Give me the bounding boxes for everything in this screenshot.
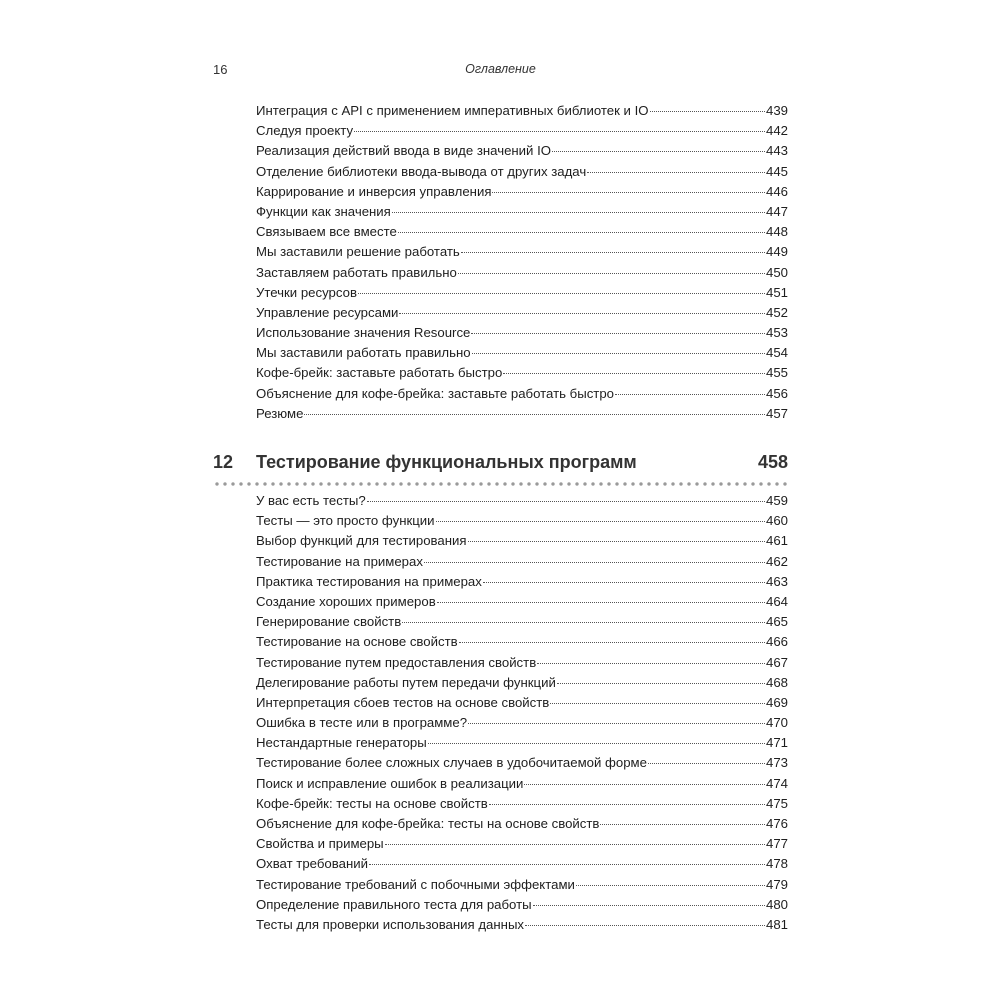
dot-leader	[533, 904, 765, 906]
toc-entry-title: Каррирование и инверсия управления	[256, 183, 492, 199]
toc-entry-page-number: 460	[765, 513, 788, 529]
dot-leader	[369, 863, 765, 865]
toc-entry	[256, 323, 788, 343]
dot-leader	[503, 372, 765, 374]
toc-entry	[256, 162, 788, 182]
toc-entry-title: Тестирование на основе свойств	[256, 634, 458, 650]
toc-entry-page-number: 450	[765, 264, 788, 280]
toc-entry	[256, 915, 788, 935]
dot-leader	[648, 762, 765, 764]
toc-entry	[256, 794, 788, 814]
toc-entry-title: Поиск и исправление ошибок в реализации	[256, 775, 524, 791]
toc-entry-title: Нестандартные генераторы	[256, 735, 427, 751]
toc-entry	[256, 733, 788, 753]
dot-leader	[576, 884, 765, 886]
toc-entry-title: Тестирование на примерах	[256, 553, 423, 569]
toc-entry-page-number: 457	[765, 405, 788, 421]
dot-leader	[492, 191, 765, 193]
dot-leader	[471, 332, 765, 334]
toc-entry	[256, 552, 788, 572]
dot-leader	[436, 520, 765, 522]
toc-entry-title: Мы заставили решение работать	[256, 244, 460, 260]
toc-entry-page-number: 454	[765, 345, 788, 361]
toc-entry-page-number: 479	[765, 876, 788, 892]
toc-entry	[256, 814, 788, 834]
toc-entry	[256, 572, 788, 592]
toc-entry-page-number: 443	[765, 143, 788, 159]
dot-leader	[459, 641, 765, 643]
toc-entry-page-number: 468	[765, 674, 788, 690]
dot-leader	[615, 393, 765, 395]
dot-leader	[428, 742, 765, 744]
toc-entry-page-number: 475	[765, 795, 788, 811]
dot-leader	[399, 312, 765, 314]
toc-entry-page-number: 447	[765, 203, 788, 219]
toc-entry-page-number: 473	[765, 755, 788, 771]
dot-leader	[461, 251, 765, 253]
page-number: 16	[213, 62, 228, 77]
dot-leader	[472, 352, 765, 354]
dot-leader	[600, 823, 765, 825]
toc-entry-page-number: 477	[765, 836, 788, 852]
toc-entry	[256, 854, 788, 874]
toc-entry	[256, 404, 788, 424]
toc-entry	[256, 491, 788, 511]
toc-entry-title: Связываем все вместе	[256, 224, 397, 240]
toc-entry-title: Тестирование путем предоставления свойств	[256, 654, 537, 670]
dot-leader	[437, 601, 765, 603]
toc-entry-title: Резюме	[256, 405, 304, 421]
toc-entry-title: Охват требований	[256, 856, 368, 872]
dot-leader	[392, 211, 765, 213]
dot-leader	[587, 171, 765, 173]
toc-entry-title: Тесты для проверки использования данных	[256, 916, 525, 932]
toc-entry-title: Ошибка в тесте или в программе?	[256, 715, 468, 731]
dot-leader	[458, 272, 765, 274]
dot-leader	[550, 702, 765, 704]
toc-entry-page-number: 449	[765, 244, 788, 260]
toc-entry-title: Интерпретация сбоев тестов на основе свойств	[256, 694, 550, 710]
toc-entry	[256, 653, 788, 673]
toc-entry-title: Функции как значения	[256, 203, 391, 219]
toc-entry-title: Делегирование работы путем передачи функций	[256, 674, 556, 690]
toc-entry	[256, 531, 788, 551]
toc-section-list	[256, 101, 788, 424]
toc-entry-page-number: 469	[765, 694, 788, 710]
running-head	[213, 62, 788, 80]
toc-entry-page-number: 476	[765, 816, 788, 831]
toc-entry	[256, 753, 788, 773]
toc-entry	[256, 713, 788, 733]
dot-leader	[483, 581, 765, 583]
toc-entry-title: Тесты — это просто функции	[256, 513, 435, 529]
chapter-number: 12	[213, 452, 234, 472]
dot-leader	[650, 110, 765, 112]
toc-entry-page-number: 463	[765, 573, 788, 589]
toc-entry-page-number: 465	[765, 614, 788, 630]
toc-entry	[256, 242, 788, 262]
toc-entry	[256, 774, 788, 794]
toc-entry-title: Тестирование требований с побочными эффектами	[256, 876, 575, 892]
toc-entry-title: Следуя проекту	[256, 123, 354, 139]
dot-leader	[304, 413, 765, 415]
toc-entry-title: Кофе-брейк: тесты на основе свойств	[256, 795, 488, 811]
toc-entry	[256, 592, 788, 612]
toc-entry-page-number: 474	[765, 775, 788, 791]
toc-entry-page-number: 461	[765, 533, 788, 549]
toc-entry	[256, 202, 788, 222]
toc-entry-title: Утечки ресурсов	[256, 284, 357, 300]
toc-entry-title: Отделение библиотеки ввода-вывода от других задач	[256, 163, 587, 179]
toc-entry-page-number: 481	[765, 916, 788, 932]
dot-leader	[398, 231, 765, 233]
dot-leader	[358, 292, 765, 294]
toc-entry-page-number: 446	[765, 183, 788, 199]
toc-entry	[256, 673, 788, 693]
toc-entry-page-number: 439	[765, 103, 788, 118]
toc-entry	[256, 343, 788, 363]
toc-entry	[256, 875, 788, 895]
dot-leader	[525, 924, 765, 926]
toc-entry	[256, 612, 788, 632]
running-title: Оглавление	[465, 62, 536, 76]
toc-entry	[256, 632, 788, 652]
dot-leader	[402, 621, 765, 623]
dot-leader	[424, 561, 765, 563]
toc-entry	[256, 303, 788, 323]
toc-entry-page-number: 445	[765, 163, 788, 179]
toc-entry-title: У вас есть тесты?	[256, 493, 366, 508]
dot-leader	[557, 682, 765, 684]
toc-entry	[256, 182, 788, 202]
toc-entry	[256, 693, 788, 713]
toc-entry	[256, 101, 788, 121]
toc-entry-page-number: 455	[765, 365, 788, 381]
toc-entry-title: Мы заставили работать правильно	[256, 345, 471, 361]
toc-entry	[256, 263, 788, 283]
toc-entry-page-number: 480	[765, 896, 788, 912]
dot-leader	[537, 662, 765, 664]
toc-entry-page-number: 456	[765, 385, 788, 401]
toc-entry-title: Объяснение для кофе-брейка: заставьте работать быстро	[256, 385, 614, 401]
toc-entry	[256, 384, 788, 404]
toc-entry-page-number: 442	[765, 123, 788, 139]
toc-entry-title: Генерирование свойств	[256, 614, 402, 630]
toc-entry	[256, 895, 788, 915]
toc-entry	[256, 141, 788, 161]
toc-entry	[256, 222, 788, 242]
dot-leader	[468, 540, 765, 542]
dot-leader	[552, 150, 765, 152]
toc-entry-page-number: 451	[765, 284, 788, 300]
toc-entry-title: Практика тестирования на примерах	[256, 573, 482, 589]
toc-entry-page-number: 462	[765, 553, 788, 569]
toc-entry-title: Создание хороших примеров	[256, 593, 436, 609]
toc-entry-page-number: 471	[765, 735, 788, 751]
dot-leader	[489, 803, 765, 805]
chapter-page-number: 458	[757, 452, 788, 472]
toc-entry-page-number: 448	[765, 224, 788, 240]
toc-entry	[256, 283, 788, 303]
toc-entry-title: Выбор функций для тестирования	[256, 533, 467, 549]
toc-entry-page-number: 478	[765, 856, 788, 872]
dot-leader	[385, 843, 765, 845]
chapter-title: Тестирование функциональных программ	[256, 452, 637, 472]
dot-leader	[524, 783, 765, 785]
dot-leader	[468, 722, 765, 724]
toc-entry-title: Определение правильного теста для работы	[256, 896, 532, 912]
toc-entry	[256, 511, 788, 531]
toc-entry-title: Реализация действий ввода в виде значений IO	[256, 143, 551, 159]
toc-entry-title: Свойства и примеры	[256, 836, 384, 852]
chapter-dotted-rule	[213, 482, 788, 486]
toc-entry	[256, 363, 788, 383]
toc-chapter-list	[256, 491, 788, 935]
toc-entry-page-number: 453	[765, 325, 788, 341]
chapter-heading	[213, 452, 788, 478]
toc-entry-title: Интеграция с API с применением императивных библиотек и IO	[256, 103, 649, 118]
toc-entry-title: Объяснение для кофе-брейка: тесты на основе свойств	[256, 816, 600, 831]
toc-entry-page-number: 470	[765, 715, 788, 731]
dot-leader	[354, 130, 765, 132]
toc-entry-title: Кофе-брейк: заставьте работать быстро	[256, 365, 503, 381]
toc-entry-title: Управление ресурсами	[256, 304, 399, 320]
toc-entry	[256, 834, 788, 854]
toc-entry-page-number: 464	[765, 593, 788, 609]
toc-entry-title: Заставляем работать правильно	[256, 264, 457, 280]
toc-entry-page-number: 466	[765, 634, 788, 650]
toc-entry-page-number: 467	[765, 654, 788, 670]
toc-entry-page-number: 452	[765, 304, 788, 320]
toc-entry-title: Тестирование более сложных случаев в удобочитаемой форме	[256, 755, 647, 771]
toc-entry-page-number: 459	[765, 493, 788, 508]
toc-entry-title: Использование значения Resource	[256, 325, 471, 341]
dot-leader	[367, 500, 765, 502]
toc-entry	[256, 121, 788, 141]
